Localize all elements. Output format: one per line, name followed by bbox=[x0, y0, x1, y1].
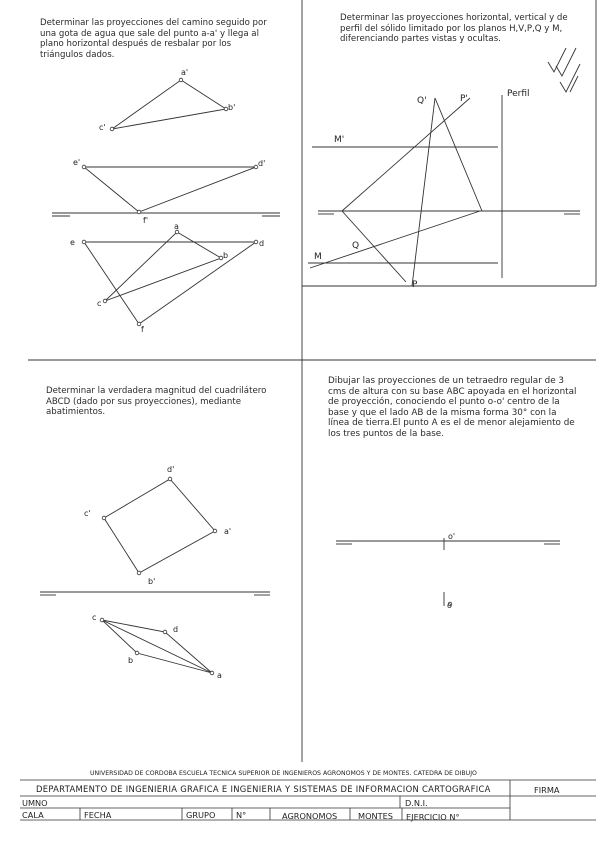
label-e-prime: e' bbox=[73, 158, 81, 167]
label-perfil: Perfil bbox=[507, 89, 530, 99]
label-p: P bbox=[412, 280, 418, 290]
label-d-prime-3: d' bbox=[167, 465, 175, 474]
label-d-prime: d' bbox=[258, 159, 266, 168]
label-f-prime: f' bbox=[143, 216, 149, 225]
label-c-prime: c' bbox=[99, 123, 106, 132]
label-b-prime: b' bbox=[228, 103, 236, 112]
problem-4-statement: Dibujar las proyecciones de un tetraedro regular de 3 cms de altura con su base ABC apoyada en el horizontal de proyección, conociendo el punto o-o' centro de la base y que el lado AB de la misma forma 30° con la línea de tierra.El punto A es el de menor alejamiento de los tres puntos de la base. bbox=[328, 376, 577, 439]
dni-label: D.N.I. bbox=[405, 798, 428, 808]
grupo-label: GRUPO bbox=[186, 810, 216, 820]
escala-label: CALA bbox=[22, 810, 44, 820]
problem-1-statement: Determinar las proyecciones del camino seguido por una gota de agua que sale del punto a-a' y llega al plano horizontal después de resbalar por los triángulos dados. bbox=[40, 18, 267, 60]
label-o: o bbox=[447, 601, 452, 610]
problem-3-statement: Determinar la verdadera magnitud del cuadrilátero ABCD (dado por sus proyecciones), mediante abatimientos. bbox=[46, 386, 267, 417]
label-a-3: a bbox=[217, 671, 222, 680]
label-m-prime: M' bbox=[334, 135, 345, 145]
triangle-abc-vertical bbox=[112, 80, 226, 129]
label-p-prime: P' bbox=[460, 94, 468, 104]
p-trace bbox=[412, 98, 435, 286]
problem-4-drawing bbox=[336, 538, 560, 606]
alumno-label: UMNO bbox=[22, 798, 48, 808]
label-a-prime: a' bbox=[181, 68, 189, 77]
label-c-prime-3: c' bbox=[84, 509, 91, 518]
label-o-prime: o' bbox=[448, 532, 456, 541]
numero-label: N° bbox=[236, 810, 247, 820]
label-c: c bbox=[97, 299, 102, 308]
problem-3-drawing bbox=[40, 479, 270, 673]
label-a-prime-3: a' bbox=[224, 527, 232, 536]
label-b: b bbox=[223, 251, 229, 260]
quad-vertical bbox=[104, 479, 215, 573]
points bbox=[82, 78, 452, 675]
problem-2-drawing bbox=[308, 48, 580, 286]
label-d-3: d bbox=[173, 625, 179, 634]
triangle-edf-vertical bbox=[84, 167, 256, 212]
label-f: f bbox=[141, 325, 144, 334]
label-q-prime: Q' bbox=[417, 96, 427, 106]
label-b-3: b bbox=[128, 656, 134, 665]
ejercicio-label: EJERCICIO N° bbox=[406, 812, 460, 822]
label-m: M bbox=[314, 252, 322, 262]
department-header: DEPARTAMENTO DE INGENIERIA GRAFICA E INGENIERIA Y SISTEMAS DE INFORMACION CARTOGRAFICA bbox=[36, 784, 491, 794]
m-trace bbox=[310, 211, 480, 268]
problem-1-drawing bbox=[52, 80, 280, 324]
label-c-3: c bbox=[92, 613, 97, 622]
agronomos-label: AGRONOMOS bbox=[282, 811, 338, 821]
fecha-label: FECHA bbox=[84, 810, 112, 820]
university-header: UNIVERSIDAD DE CORDOBA ESCUELA TECNICA SUPERIOR DE INGENIEROS AGRONOMOS Y DE MONTES. CATEDRA DE DIBUJO bbox=[90, 770, 477, 777]
label-q: Q bbox=[352, 241, 360, 251]
label-d: d bbox=[259, 239, 265, 248]
q-trace bbox=[342, 98, 470, 211]
firma-label: FIRMA bbox=[534, 785, 560, 795]
problem-2-statement: Determinar las proyecciones horizontal, vertical y de perfil del sólido limitado por los planos H,V,P,Q y M, diferenciando partes vistas y ocultas. bbox=[340, 13, 568, 44]
label-b-prime-3: b' bbox=[148, 577, 156, 586]
montes-label: MONTES bbox=[358, 811, 394, 821]
label-e: e bbox=[70, 238, 75, 247]
label-a: a bbox=[174, 222, 179, 231]
